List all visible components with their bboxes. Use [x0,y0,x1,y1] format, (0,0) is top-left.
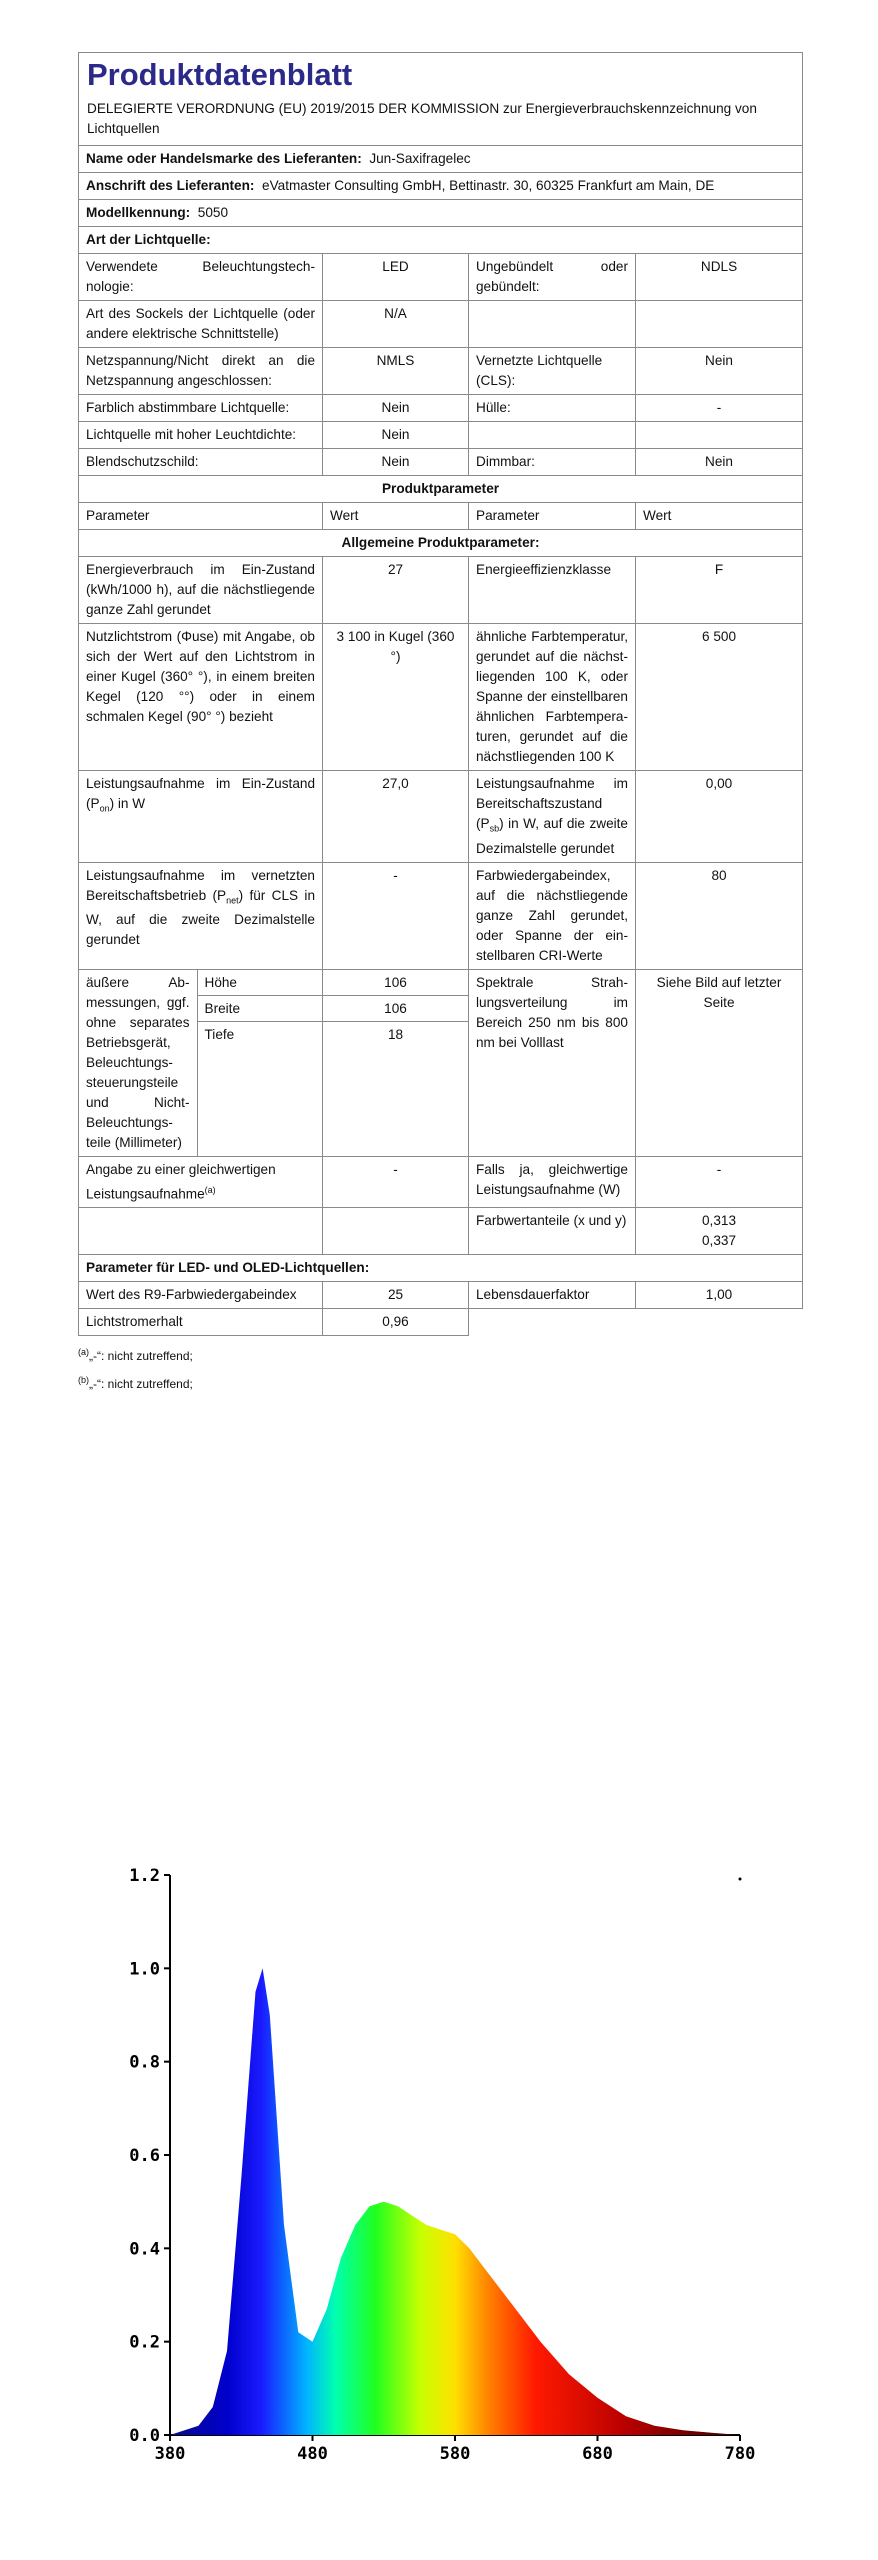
supplier-name-value: Jun-Saxifragelec [369,151,471,166]
footnotes [78,1340,802,1396]
param-label: Netzspannung/Nicht direkt an die Netzspannung angeschlossen: [79,348,323,395]
table-row [79,1208,803,1255]
param-label: Hülle: [469,395,636,422]
param-value: NMLS [323,348,469,395]
col-header-parameter: Parameter [469,503,636,530]
param-label: Art des Sockels der Lichtquelle (oder andere elektrische Schnittstelle) [79,301,323,348]
supplier-address-label: Anschrift des Lieferanten: [86,178,255,193]
param-value: Nein [323,449,469,476]
equivalent-power-label: Angabe zu einer gleichwertigen Leistungsaufnahme$^{(a)}$ [79,1156,323,1208]
dim-name: Höhe [198,970,323,996]
spectral-distribution-value: Siehe Bild auf letzter Seite [636,969,803,1156]
product-params-heading: Produktparameter [79,476,803,503]
param-label [469,422,636,449]
dim-name: Breite [198,995,323,1021]
dim-value: 18 [387,1026,404,1042]
y-tick-label: 0.6 [129,2146,160,2166]
lumen-maintenance-value: 0,96 [323,1309,469,1336]
luminous-flux-label: Nutzlichtstrom (Φuse) mit Angabe, ob sich der Wert auf den Lichtstrom in einer Kugel (360° °), in einem breiten Kegel (120 °°) oder in einem schmalen Kegel (90° °) bezieht [79,624,323,771]
lumen-maintenance-label: Lichtstromerhalt [79,1309,323,1336]
power-on-label: Leistungsaufnahme im Ein-Zustand $(P_{on})$ in W [79,771,323,863]
page-title: Produktdatenblatt [87,57,353,92]
cri-value: 80 [636,862,803,969]
table-row [79,771,803,863]
param-label: Lichtquelle mit hoher Leuchtdichte: [79,422,323,449]
param-label: Verwendete Beleuchtungstechnologie: [79,254,323,301]
energy-consumption-value: 27 [323,557,469,624]
equivalent-power-value: - [323,1156,469,1208]
x-tick-label: 780 [724,2444,756,2464]
x-tick-label: 680 [582,2444,613,2464]
supplier-name-label: Name oder Handelsmarke des Lieferanten: [86,151,362,166]
lifetime-factor-label: Lebensdauerfaktor [469,1282,636,1309]
table-row [79,1309,803,1336]
table-row [79,1282,803,1309]
y-tick-label: 0.0 [129,2426,160,2446]
col-header-parameter: Parameter [79,503,323,530]
table-row [79,969,803,1156]
energy-class-value: F [636,557,803,624]
equivalent-power-w-label: Falls ja, gleichwertige Leistungsaufnahme (W) [469,1156,636,1208]
col-header-value: Wert [636,503,803,530]
energy-consumption-label: Energieverbrauch im Ein-Zustand (kWh/1000 h), auf die nächstliegende ganze Zahl gerundet [79,557,323,624]
chromaticity-value: 0,313 0,337 [636,1208,803,1255]
luminous-flux-value: 3 100 in Kugel (360 °) [323,624,469,771]
color-temperature-label: ähnliche Farbtemperatur, gerundet auf die nächstliegenden 100 K, oder Spanne der einstellbaren ähnlichen Farbtemperaturen, gerundet auf die nächstliegenden 100 K [469,624,636,771]
power-standby-value: 0,00 [636,771,803,863]
y-tick-label: 1.0 [129,1959,160,1980]
color-temperature-value: 6 500 [636,624,803,771]
y-tick-label: 0.4 [129,2239,160,2260]
param-value: N/A [323,301,469,348]
table-row [79,395,803,422]
param-value: NDLS [636,254,803,301]
footnote: $^{(a)}$„-“: nicht zutreffend; [78,1347,193,1364]
param-value: Nein [636,348,803,395]
power-networked-value: - [323,862,469,969]
spectrum-curve [170,1968,740,2435]
table-row [79,301,803,348]
spectral-chart-svg [120,1855,780,2475]
dimensions-label: äußere Abmessungen, ggf. ohne separates Betriebsgerät, Beleuchtungssteuerungsteile und Nicht-Beleuchtungsteile (Millimeter) [79,970,197,1156]
table-row [79,348,803,395]
param-value: Nein [323,422,469,449]
param-label [469,301,636,348]
param-value: Nein [323,395,469,422]
footnote: $^{(b)}$„-“: nicht zutreffend; [78,1375,193,1392]
dim-value: 106 [323,995,468,1021]
table-row [79,254,803,301]
model-value: 5050 [197,205,229,220]
cri-label: Farbwiedergabeindex, auf die nächstliegende ganze Zahl gerundet, oder Spanne der einstellbaren CRI-Werte [469,862,636,969]
dimensions-cell [79,969,323,1156]
x-tick-label: 580 [439,2444,471,2464]
energy-class-label: Energieeffizienzklasse [469,557,636,624]
param-value: Nein [636,449,803,476]
param-label: Dimmbar: [469,449,636,476]
led-params-heading: Parameter für LED- und OLED-Lichtquellen: [79,1255,803,1282]
param-value [636,422,803,449]
x-tick-label: 380 [154,2444,186,2464]
power-standby-label: Leistungsaufnahme im Bereitschaftszustand $(P_{sb})$ in W, auf die zweite Dezimalstelle gerundet [469,771,636,863]
dimensions-values [323,969,469,1156]
datasheet [78,52,802,1396]
chromaticity-label: Farbwertanteile (x und y) [469,1208,636,1255]
lifetime-factor-value: 1,00 [636,1282,803,1309]
param-label: Vernetzte Lichtquelle (CLS): [469,348,636,395]
table-row [79,624,803,771]
r9-label: Wert des R9-Farbwiedergabeindex [79,1282,323,1309]
table-row [79,449,803,476]
table-row [79,862,803,969]
param-label: Farblich abstimmbare Lichtquelle: [79,395,323,422]
param-label: Blendschutzschild: [79,449,323,476]
power-networked-label: Leistungsaufnahme im vernetzten Bereitschaftsbetrieb $(P_{net})$ für CLS in W, auf die zweite Dezimalstelle gerundet [79,862,323,969]
param-value [636,301,803,348]
regulation-text: DELEGIERTE VERORDNUNG (EU) 2019/2015 DER KOMMISSION zur Energieverbrauchskennzeichnung von Lichtquellen [87,101,757,136]
table-row [79,557,803,624]
light-source-heading: Art der Lichtquelle: [79,227,803,254]
product-data-table [78,52,803,1336]
power-on-value: 27,0 [323,771,469,863]
dim-value: 106 [323,970,468,996]
equivalent-power-w-value: - [636,1156,803,1208]
col-header-value: Wert [323,503,469,530]
y-tick-label: 0.8 [129,2052,160,2073]
table-row [79,1156,803,1208]
r9-value: 25 [323,1282,469,1309]
param-value: LED [323,254,469,301]
spectral-chart [120,1855,780,2475]
y-tick-label: 0.2 [129,2332,160,2353]
table-row [79,422,803,449]
general-params-heading: Allgemeine Produktparameter: [79,530,803,557]
supplier-address-value: eVatmaster Consulting GmbH, Bettinastr. 30, 60325 Frankfurt am Main, DE [262,178,715,193]
corner-dot [739,1878,742,1881]
param-label: Ungebündelt oder gebündelt: [469,254,636,301]
spectral-distribution-label: Spektrale Strahlungsverteilung im Bereich 250 nm bis 800 nm bei Volllast [469,969,636,1156]
model-label: Modellkennung: [86,205,191,220]
x-tick-label: 480 [297,2444,328,2464]
y-tick-label: 1.2 [129,1866,160,1886]
param-value: - [636,395,803,422]
dim-name: Tiefe [204,1026,235,1042]
